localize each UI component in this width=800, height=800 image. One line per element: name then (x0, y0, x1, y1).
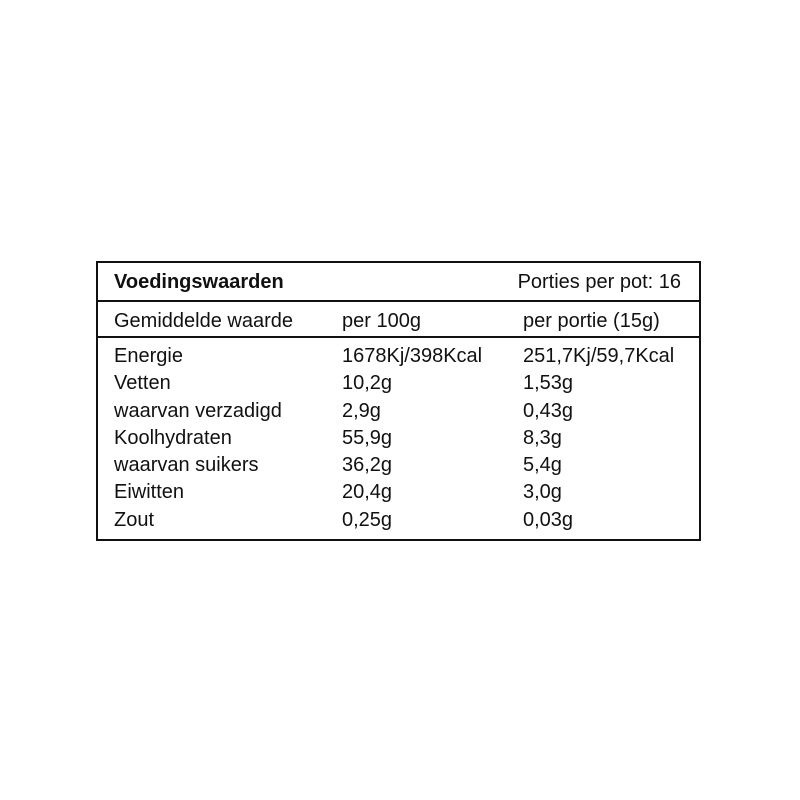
nutrient-per-portion: 5,4g (523, 454, 562, 477)
nutrient-per-portion: 8,3g (523, 426, 562, 449)
title-row (98, 263, 699, 302)
nutrient-per-portion: 1,53g (523, 372, 574, 395)
nutrient-name: waarvan suikers (114, 454, 259, 477)
nutrient-per-portion: 0,43g (523, 399, 574, 422)
nutrient-rows (98, 344, 699, 535)
nutrition-table (96, 261, 701, 541)
nutrient-per-portion: 3,0g (523, 481, 562, 504)
portions-per-jar: Porties per pot: 16 (517, 271, 681, 293)
nutrient-per-100g: 0,25g (342, 508, 393, 531)
nutrient-per-100g: 20,4g (342, 481, 393, 504)
table-row (98, 399, 699, 426)
nutrient-per-100g: 36,2g (342, 454, 393, 477)
table-row (98, 508, 699, 535)
nutrient-name: Vetten (114, 372, 171, 395)
table-row (98, 371, 699, 398)
nutrient-name: Zout (114, 508, 155, 531)
nutrient-per-100g: 2,9g (342, 399, 381, 422)
nutrient-per-100g: 55,9g (342, 426, 393, 449)
nutrient-per-portion: 251,7Kj/59,7Kcal (523, 345, 675, 367)
nutrient-name: Eiwitten (114, 481, 185, 504)
nutrient-name: Koolhydraten (114, 426, 232, 449)
header-per-100g: per 100g (342, 310, 421, 332)
nutrient-per-100g: 1678Kj/398Kcal (342, 345, 483, 367)
table-row (98, 480, 699, 507)
header-row (98, 302, 699, 338)
table-row (98, 426, 699, 453)
table-row (98, 453, 699, 480)
nutrient-name: Energie (114, 345, 183, 367)
table-row (98, 344, 699, 371)
nutrient-name: waarvan verzadigd (114, 399, 282, 422)
nutrient-per-100g: 10,2g (342, 372, 393, 395)
header-average-value: Gemiddelde waarde (114, 310, 293, 332)
table-title: Voedingswaarden (114, 271, 284, 293)
header-per-portion: per portie (15g) (523, 310, 660, 332)
nutrient-per-portion: 0,03g (523, 508, 574, 531)
